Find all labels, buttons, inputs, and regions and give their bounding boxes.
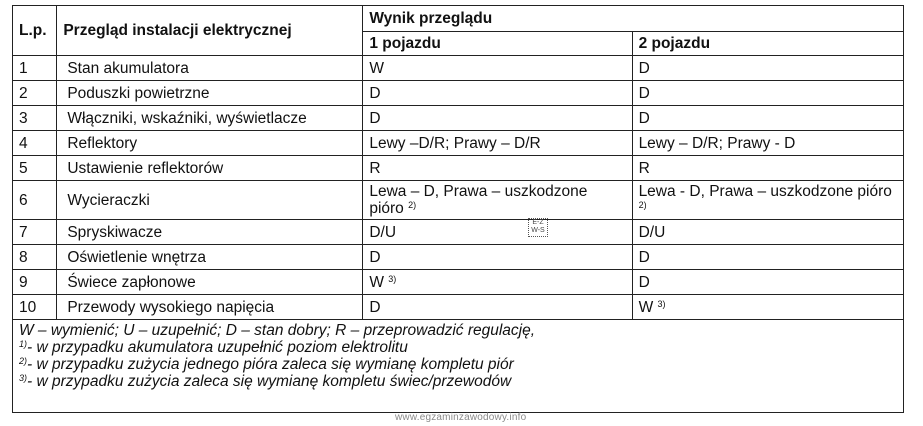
row-vehicle2: D: [632, 270, 903, 295]
row-vehicle1: R: [363, 156, 632, 181]
row-lp: 9: [13, 270, 57, 295]
legend-note-1: $^{1)}$- w przypadku akumulatora uzupełnić poziom elektrolitu: [19, 339, 408, 356]
legend-cell: [13, 320, 904, 413]
row-vehicle1: W $^{3)}$: [363, 270, 632, 295]
row-lp: 6: [13, 181, 57, 220]
row-name: Poduszki powietrzne: [57, 81, 363, 106]
row-vehicle2: Lewy – D/R; Prawy - D: [632, 131, 903, 156]
row-lp: 1: [13, 56, 57, 81]
row-name: Ustawienie reflektorów: [57, 156, 363, 181]
legend-abbreviations: W – wymienić; U – uzupełnić; D – stan dobry; R – przeprowadzić regulację,: [19, 322, 536, 339]
table-row: [13, 81, 904, 106]
row-lp: 10: [13, 295, 57, 320]
table-row: [13, 56, 904, 81]
row-vehicle2: D: [632, 245, 903, 270]
legend-row: [13, 320, 904, 413]
row-name: Przewody wysokiego napięcia: [57, 295, 363, 320]
row-name: Reflektory: [57, 131, 363, 156]
footnote-mark: 3): [657, 298, 666, 309]
footnote-mark: 2): [19, 356, 28, 366]
legend-note-3: $^{3)}$- w przypadku zużycia zaleca się wymianę kompletu świec/przewodów: [19, 373, 512, 390]
legend-note-2: $^{2)}$- w przypadku zużycia jednego pióra zaleca się wymianę kompletu piór: [19, 356, 514, 373]
row-vehicle2: D: [632, 56, 903, 81]
table-row: [13, 131, 904, 156]
row-lp: 2: [13, 81, 57, 106]
row-vehicle1: D/U: [363, 220, 632, 245]
row-vehicle2: W $^{3)}$: [632, 295, 903, 320]
row-vehicle1: Lewy –D/R; Prawy – D/R: [363, 131, 632, 156]
table-row: [13, 245, 904, 270]
row-vehicle2: Lewa - D, Prawa – uszkodzone pióro $^{2)}$: [632, 181, 903, 220]
row-lp: 7: [13, 220, 57, 245]
row-vehicle1: D: [363, 81, 632, 106]
row-name: Wycieraczki: [57, 181, 363, 220]
table-row: [13, 181, 904, 220]
row-vehicle2: D: [632, 81, 903, 106]
table-row: [13, 220, 904, 245]
footnote-mark: 3): [388, 273, 397, 284]
row-vehicle2: D/U: [632, 220, 903, 245]
footnote-mark: 2): [638, 200, 647, 210]
row-vehicle1: Lewa – D, Prawa – uszkodzone pióro $^{2)}$: [363, 181, 632, 220]
row-vehicle2: D: [632, 106, 903, 131]
footnote-mark: 3): [19, 373, 28, 383]
row-vehicle1: D: [363, 295, 632, 320]
footnote-mark: 1): [19, 339, 28, 349]
scan-marker: E-Z W-S: [528, 218, 548, 237]
header-vehicle1: 1 pojazdu: [363, 32, 632, 56]
table-row: [13, 270, 904, 295]
inspection-table: [12, 5, 904, 413]
header-vehicle2: 2 pojazdu: [632, 32, 903, 56]
row-lp: 4: [13, 131, 57, 156]
header-row-top: [13, 6, 904, 32]
row-vehicle1: D: [363, 106, 632, 131]
row-lp: 3: [13, 106, 57, 131]
row-name: Oświetlenie wnętrza: [57, 245, 363, 270]
header-name: Przegląd instalacji elektrycznej: [57, 6, 363, 56]
row-lp: 8: [13, 245, 57, 270]
row-name: Spryskiwacze: [57, 220, 363, 245]
header-lp: L.p.: [13, 6, 57, 56]
row-name: Stan akumulatora: [57, 56, 363, 81]
row-name: Włączniki, wskaźniki, wyświetlacze: [57, 106, 363, 131]
row-name: Świece zapłonowe: [57, 270, 363, 295]
row-vehicle1: D: [363, 245, 632, 270]
header-result: Wynik przeglądu: [363, 6, 904, 32]
table-row: [13, 156, 904, 181]
table-row: [13, 106, 904, 131]
table-row: [13, 295, 904, 320]
watermark: www.egzaminzawodowy.info: [395, 412, 527, 423]
row-vehicle2: R: [632, 156, 903, 181]
row-lp: 5: [13, 156, 57, 181]
footnote-mark: 2): [408, 200, 417, 210]
row-vehicle1: W: [363, 56, 632, 81]
